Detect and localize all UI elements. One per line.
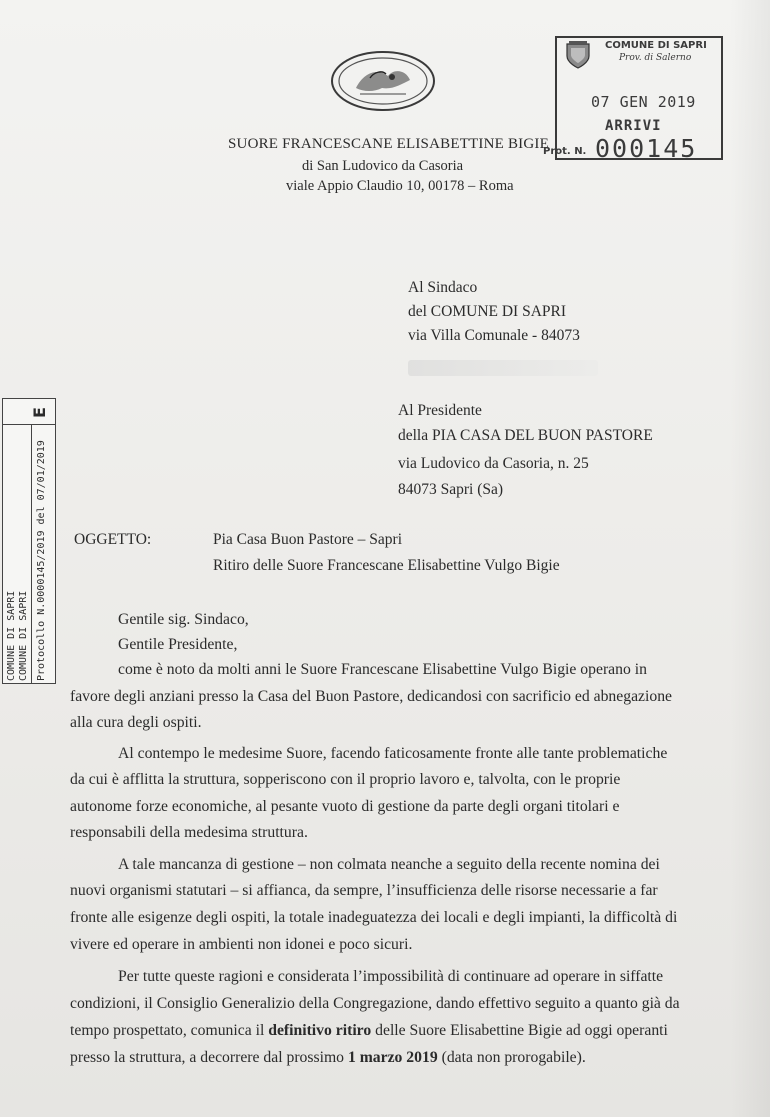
recipient-1-line-1: Al Sindaco bbox=[408, 279, 478, 296]
paragraph-4-line-4-end: (data non prorogabile). bbox=[437, 1049, 586, 1066]
paragraph-3-line-1: A tale mancanza di gestione – non colmata neanche a seguito della recente nomina dei bbox=[118, 856, 660, 873]
recipient-1-line-2: del COMUNE DI SAPRI bbox=[408, 303, 567, 320]
paragraph-4-line-1: Per tutte queste ragioni e considerata l’impossibilità di continuare ad operare in siffatte bbox=[118, 968, 664, 985]
paragraph-4-line-2: condizioni, il Consiglio Generalizio della Congregazione, dando effettivo seguito a quanto già da bbox=[70, 995, 680, 1012]
recipient-2-line-4: 84073 Sapri (Sa) bbox=[398, 481, 504, 498]
sender-subtitle: di San Ludovico da Casoria bbox=[302, 158, 464, 174]
paragraph-3-line-4: vivere ed operare in ambienti non idonei e poco sicuri. bbox=[70, 936, 413, 953]
paragraph-3-line-3: fronte alle esigenze degli ospiti, la totale inadeguatezza dei locali e degli impianti, la difficoltà di bbox=[70, 909, 678, 926]
stamp-date: 07 GEN 2019 bbox=[591, 93, 696, 111]
paragraph-4-line-3-end: delle Suore Elisabettine Bigie ad oggi operanti bbox=[371, 1022, 668, 1039]
paragraph-1-line-2: favore degli anziani presso la Casa del Buon Pastore, dedicandosi con sacrificio ed abnegazione bbox=[70, 688, 673, 705]
side-protocol-strip bbox=[2, 398, 56, 684]
municipal-crest-icon bbox=[563, 40, 593, 70]
paragraph-2-line-3: autonome forze economiche, al pesante vuoto di gestione da parte degli organi titolari e bbox=[70, 798, 620, 815]
subject-line-1: Pia Casa Buon Pastore – Sapri bbox=[213, 531, 402, 548]
paragraph-3-line-2: nuovi organismi statutari – si affianca, da sempre, l’insufficienza delle risorse necessarie a far bbox=[70, 882, 658, 899]
sender-organization: SUORE FRANCESCANE ELISABETTINE BIGIE bbox=[228, 136, 549, 152]
stamp-prot-label: Prot. N. bbox=[543, 146, 587, 157]
redacted-area bbox=[408, 360, 598, 376]
effective-date: 1 marzo 2019 bbox=[347, 1049, 438, 1066]
paragraph-4-line-3-start: tempo prospettato, comunica il bbox=[70, 1022, 269, 1039]
side-divider bbox=[31, 425, 32, 683]
stamp-protocol-number: 000145 bbox=[595, 134, 698, 163]
paragraph-4-line-4 bbox=[70, 1049, 586, 1067]
paragraph-1-line-1: come è noto da molti anni le Suore Francescane Elisabettine Vulgo Bigie operano in bbox=[118, 661, 647, 678]
recipient-2-line-3: via Ludovico da Casoria, n. 25 bbox=[398, 455, 589, 472]
congregation-logo bbox=[330, 50, 436, 112]
recipient-2-line-2: della PIA CASA DEL BUON PASTORE bbox=[398, 427, 653, 444]
side-flag-letter: E bbox=[29, 407, 49, 418]
stamp-province: Prov. di Salerno bbox=[619, 53, 692, 63]
recipient-1-line-3: via Villa Comunale - 84073 bbox=[408, 327, 580, 344]
greeting-president: Gentile Presidente, bbox=[118, 636, 238, 653]
paragraph-1-line-3: alla cura degli ospiti. bbox=[70, 714, 202, 731]
page-shadow bbox=[730, 0, 770, 1117]
paragraph-2-line-1: Al contempo le medesime Suore, facendo faticosamente fronte alle tante problematiche bbox=[118, 745, 668, 762]
subject-label: OGGETTO: bbox=[74, 531, 152, 548]
recipient-2-line-1: Al Presidente bbox=[398, 402, 482, 419]
paragraph-2-line-2: da cui è afflitta la struttura, sopperiscono con il proprio lavoro e, talvolta, con le proprie bbox=[70, 771, 621, 788]
sender-address: viale Appio Claudio 10, 00178 – Roma bbox=[286, 178, 514, 194]
side-flag-box bbox=[3, 399, 55, 425]
side-protocol-line-3: Protocollo N.0000145/2019 del 07/01/2019 bbox=[36, 440, 47, 681]
subject-line-2: Ritiro delle Suore Francescane Elisabettine Vulgo Bigie bbox=[213, 557, 560, 574]
stamp-arrivi: ARRIVI bbox=[605, 118, 662, 134]
paragraph-2-line-4: responsabili della medesima struttura. bbox=[70, 824, 308, 841]
greeting-mayor: Gentile sig. Sindaco, bbox=[118, 611, 249, 628]
side-protocol-line-1: COMUNE DI SAPRI bbox=[6, 590, 17, 681]
side-protocol-line-2: COMUNE DI SAPRI bbox=[18, 590, 29, 681]
withdrawal-emphasis: definitivo ritiro bbox=[268, 1022, 372, 1039]
stamp-comune: COMUNE DI SAPRI bbox=[605, 40, 707, 51]
paragraph-4-line-3 bbox=[70, 1022, 668, 1040]
protocol-stamp bbox=[543, 36, 723, 163]
paragraph-4-line-4-start: presso la struttura, a decorrere dal prossimo bbox=[70, 1049, 348, 1066]
